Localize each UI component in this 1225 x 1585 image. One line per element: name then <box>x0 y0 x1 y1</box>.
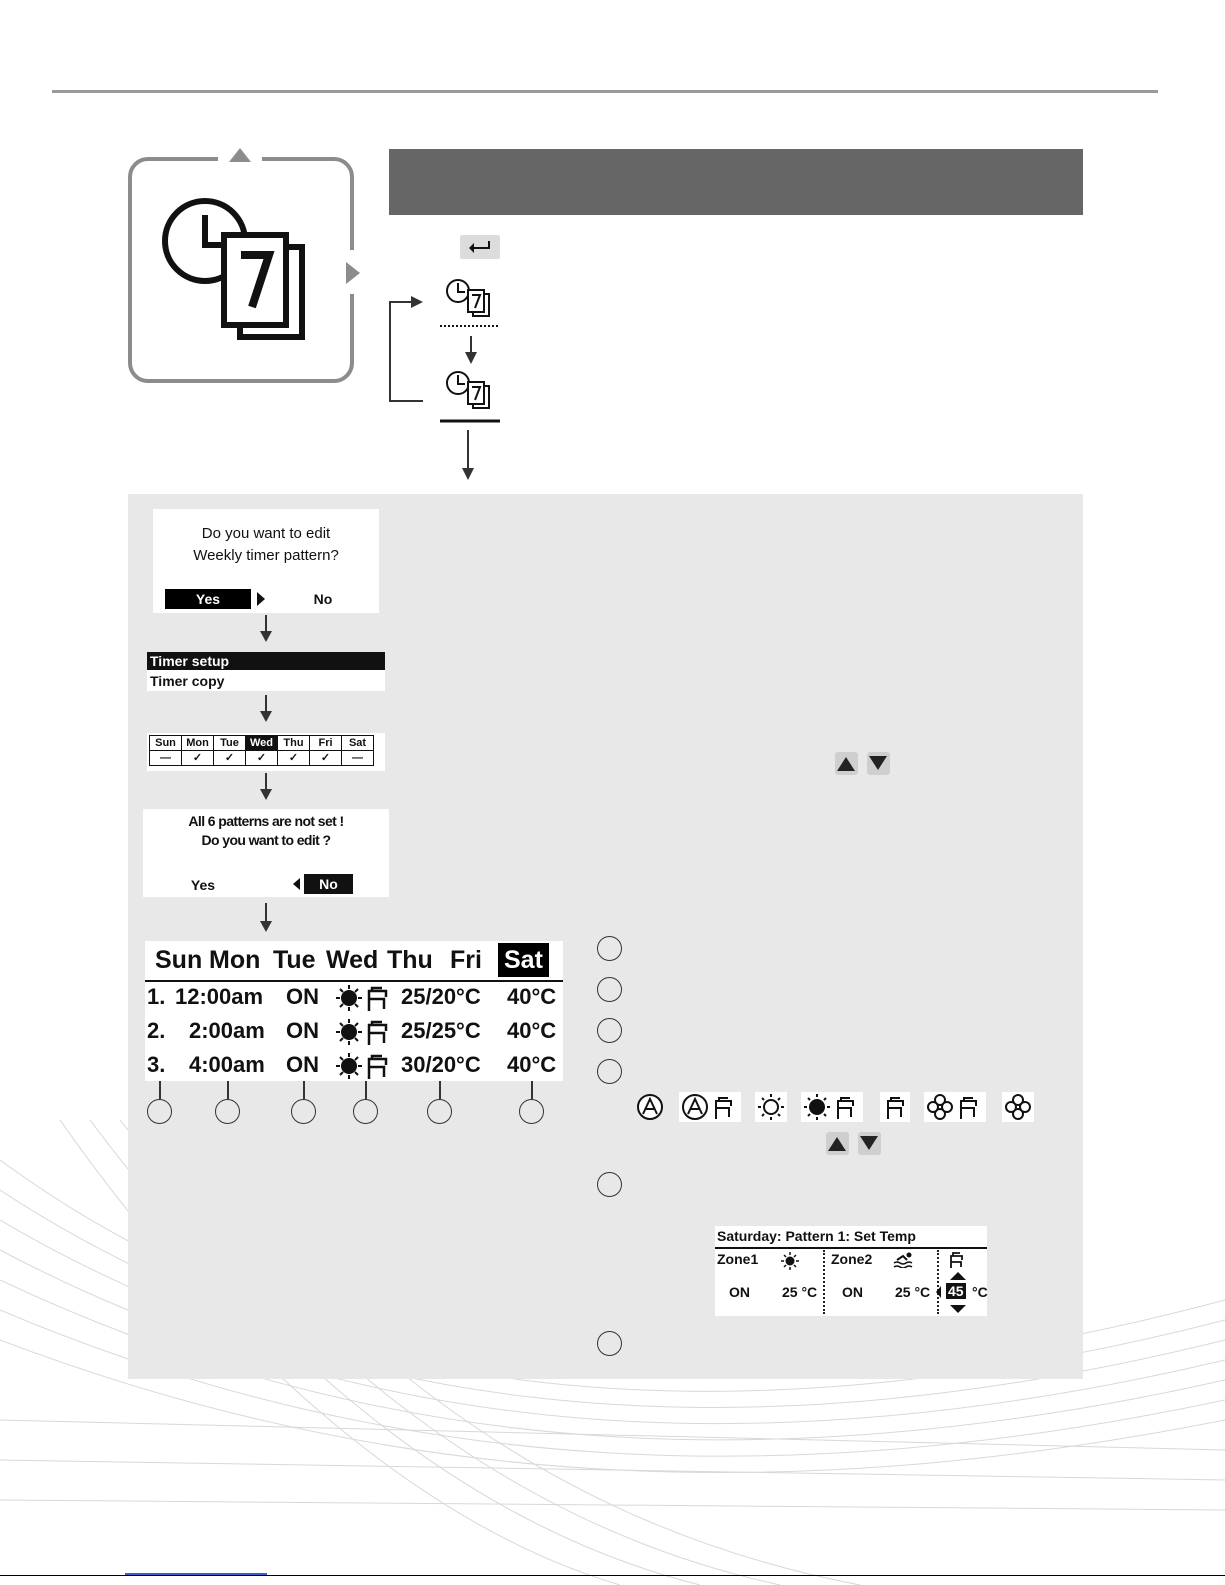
step-circle-3 <box>597 1018 622 1043</box>
patterns-warning: All 6 patterns are not set ! <box>188 813 344 829</box>
callout-circle-1 <box>147 1099 172 1124</box>
cursor-right-icon <box>256 591 266 607</box>
sched-day-sun[interactable]: Sun <box>155 946 203 974</box>
row-state: ON <box>286 1052 319 1077</box>
callout-tick <box>365 1081 367 1099</box>
edit-weekly-timer-dialog <box>153 509 379 613</box>
set-temp-title: Saturday: Pattern 1: Set Temp <box>717 1228 916 1244</box>
day-wed-selected[interactable]: Wed <box>246 736 278 751</box>
no-option-selected[interactable]: No <box>304 874 353 894</box>
weekly-schedule-screen <box>145 941 563 1081</box>
row-tank-temp: 40°C <box>507 1052 557 1077</box>
yes-option-selected[interactable]: Yes <box>165 589 251 609</box>
sched-day-tue[interactable]: Tue <box>273 946 316 974</box>
zone2-label: Zone2 <box>831 1251 873 1267</box>
row-temps: 30/20°C <box>401 1052 481 1077</box>
row-tank-temp: 40°C <box>507 984 557 1009</box>
dialog-question-line2: Weekly timer pattern? <box>193 547 339 564</box>
day-selector <box>147 733 385 771</box>
right-arrow-icon <box>346 262 360 284</box>
set-temp-screen <box>715 1226 987 1316</box>
callout-tick <box>227 1081 229 1099</box>
section-title-bar <box>389 149 1083 215</box>
step-circle-5 <box>597 1172 622 1197</box>
callout-circle-4 <box>353 1099 378 1124</box>
cool-icon <box>1002 1092 1034 1122</box>
step-circle-6 <box>597 1331 622 1356</box>
callout-circle-5 <box>427 1099 452 1124</box>
tank-temp-value-selected[interactable]: 45 <box>948 1283 964 1299</box>
callout-circle-2 <box>215 1099 240 1124</box>
callout-tick <box>531 1081 533 1099</box>
flow-arrowhead <box>260 711 272 722</box>
heat-tank-mode-icons <box>336 985 398 1081</box>
day-status-fri: ✓ <box>310 751 342 766</box>
day-status-sat: — <box>342 751 374 766</box>
menu-item-timer-setup[interactable]: Timer setup <box>147 652 385 670</box>
day-fri[interactable]: Fri <box>310 736 342 751</box>
zone1-label: Zone1 <box>717 1251 759 1267</box>
timer-menu <box>147 652 385 691</box>
down-button-icon <box>858 1132 881 1155</box>
callout-tick <box>439 1081 441 1099</box>
tank-separator <box>937 1250 939 1314</box>
day-table <box>149 735 374 766</box>
clock-calendar-icon <box>158 195 308 340</box>
up-button-icon <box>826 1132 849 1155</box>
sched-day-wed[interactable]: Wed <box>326 946 379 974</box>
tank-icon <box>880 1092 910 1122</box>
row-time: 4:00am <box>189 1052 265 1077</box>
zone1-state: ON <box>729 1284 750 1300</box>
no-option[interactable]: No <box>313 591 333 607</box>
sched-day-fri[interactable]: Fri <box>450 946 482 974</box>
sun-icon <box>781 1252 799 1270</box>
row-temps: 25/25°C <box>401 1018 481 1043</box>
flow-arrowhead <box>260 921 272 932</box>
step-circle-4 <box>597 1059 622 1084</box>
flow-arrowhead <box>260 631 272 642</box>
zone1-temp[interactable]: 25 °C <box>782 1284 818 1300</box>
day-thu[interactable]: Thu <box>278 736 310 751</box>
callout-circle-3 <box>291 1099 316 1124</box>
timer-icon-flow <box>385 270 515 485</box>
sched-day-mon[interactable]: Mon <box>209 946 261 974</box>
header-rule <box>52 90 1158 93</box>
auto-tank-icon <box>679 1092 741 1122</box>
sched-day-sat-selected[interactable]: Sat <box>498 943 549 977</box>
row-state: ON <box>286 984 319 1009</box>
flow-arrowhead <box>260 789 272 800</box>
auto-icon <box>634 1092 666 1122</box>
menu-item-timer-copy[interactable]: Timer copy <box>150 673 225 689</box>
day-tue[interactable]: Tue <box>214 736 246 751</box>
pool-icon <box>893 1252 915 1268</box>
heat-icon <box>755 1092 787 1122</box>
tank-temp-unit: °C <box>972 1284 988 1300</box>
patterns-not-set-dialog <box>143 809 389 897</box>
day-sat[interactable]: Sat <box>342 736 374 751</box>
down-button-icon <box>867 752 890 775</box>
cursor-left-icon <box>935 1285 942 1299</box>
footer-rule <box>0 1575 1225 1576</box>
yes-option[interactable]: Yes <box>190 877 216 893</box>
day-status-tue: ✓ <box>214 751 246 766</box>
set-temp-divider <box>715 1247 987 1249</box>
up-button-icon <box>835 752 858 775</box>
dialog-question-line1: Do you want to edit <box>201 525 331 542</box>
patterns-question: Do you want to edit ? <box>201 832 331 848</box>
day-status-sun: — <box>150 751 182 766</box>
step-circle-1 <box>597 936 622 961</box>
callout-tick <box>159 1081 161 1099</box>
zone-separator <box>823 1250 825 1314</box>
zone2-state: ON <box>842 1284 863 1300</box>
footer-link-underline <box>125 1573 267 1575</box>
flow-arrow <box>265 903 267 923</box>
callout-circle-6 <box>519 1099 544 1124</box>
schedule-divider <box>145 980 563 982</box>
day-sun[interactable]: Sun <box>150 736 182 751</box>
cursor-left-icon <box>292 877 301 891</box>
row-state: ON <box>286 1018 319 1043</box>
day-mon[interactable]: Mon <box>182 736 214 751</box>
step-circle-2 <box>597 977 622 1002</box>
heat-tank-icon <box>801 1092 863 1122</box>
row-number: 3. <box>147 1052 166 1077</box>
callout-tick <box>303 1081 305 1099</box>
row-number: 2. <box>147 1018 166 1043</box>
row-temps: 25/20°C <box>401 984 481 1009</box>
row-time: 2:00am <box>189 1018 265 1043</box>
up-arrow-icon <box>229 148 251 162</box>
zone2-temp[interactable]: 25 °C <box>895 1284 931 1300</box>
cool-tank-icon <box>924 1092 986 1122</box>
row-number: 1. <box>147 984 166 1009</box>
enter-key-icon <box>460 235 500 259</box>
day-status-mon: ✓ <box>182 751 214 766</box>
sched-day-thu[interactable]: Thu <box>387 946 433 974</box>
decrease-arrow-icon[interactable] <box>949 1304 967 1314</box>
row-time: 12:00am <box>175 984 264 1009</box>
tap-icon <box>948 1251 966 1269</box>
day-status-wed: ✓ <box>246 751 278 766</box>
day-status-thu: ✓ <box>278 751 310 766</box>
increase-arrow-icon[interactable] <box>949 1271 967 1281</box>
row-tank-temp: 40°C <box>507 1018 557 1043</box>
